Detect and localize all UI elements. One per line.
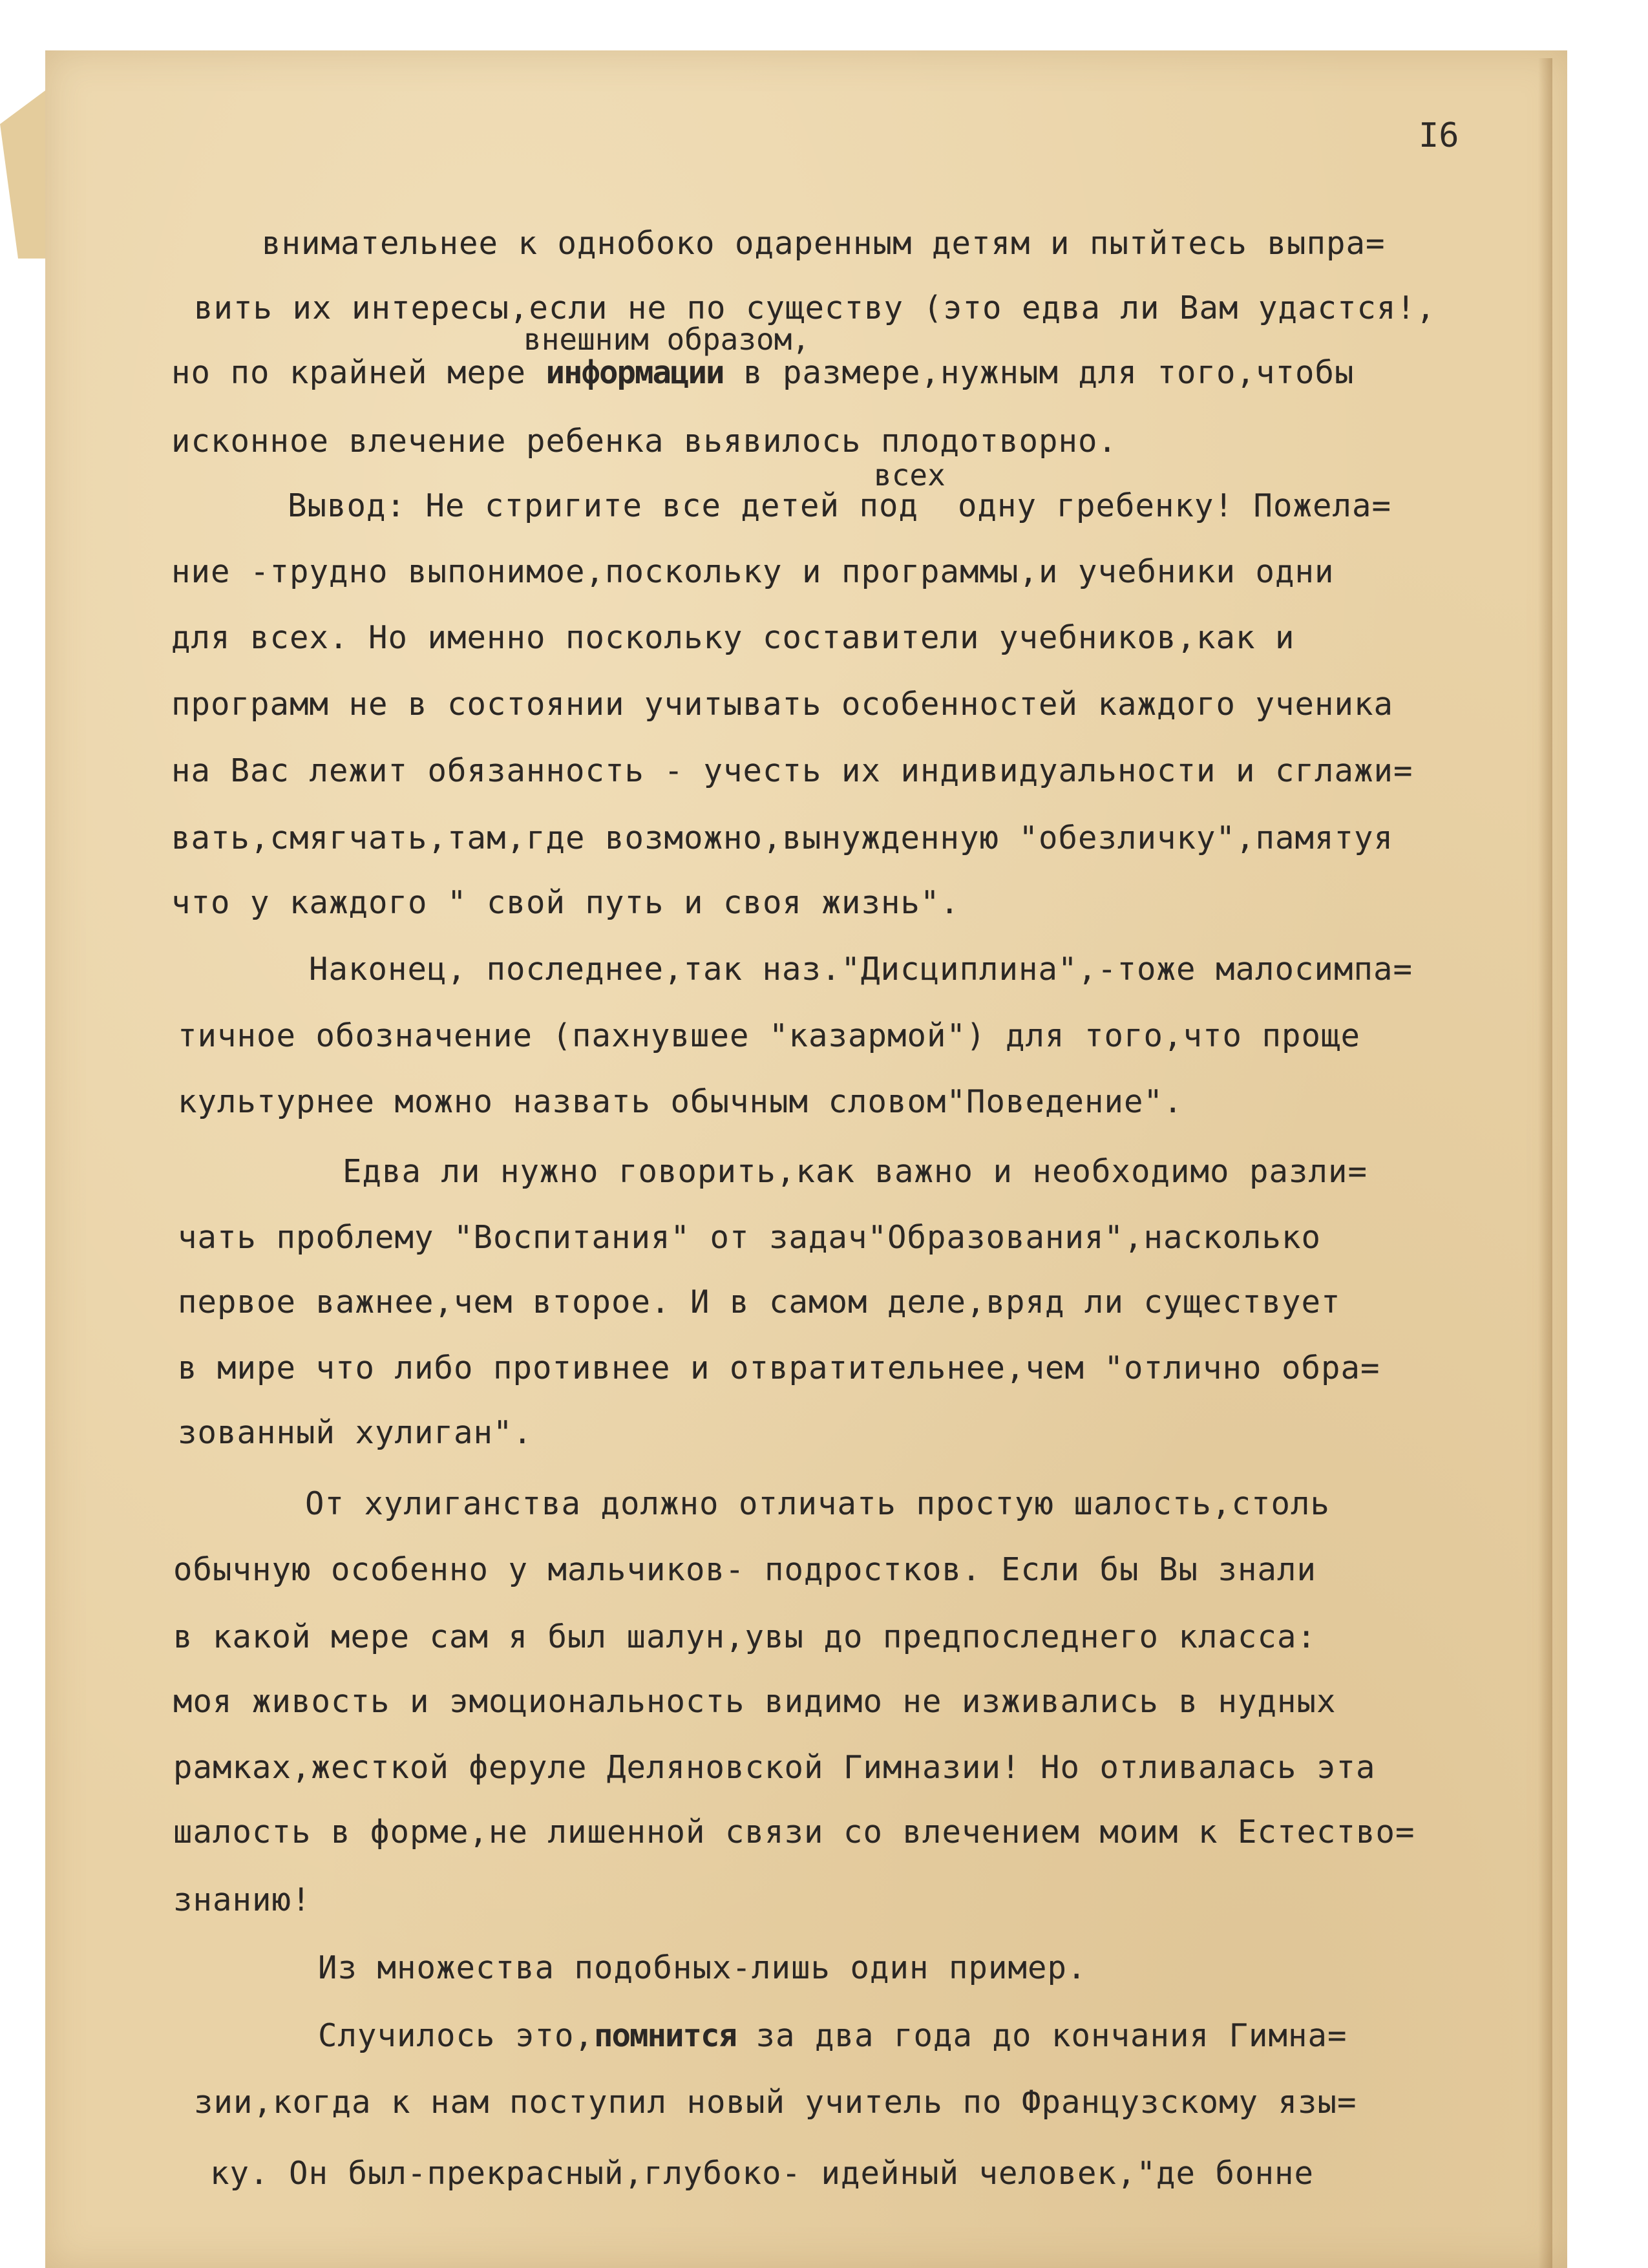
text-line-8: программ не в состоянии учитывать особенностей каждого ученика: [171, 686, 1394, 723]
text-line-26: знанию!: [173, 1881, 312, 1918]
text-line-22: в какой мере сам я был шалун,увы до предпоследнего класса:: [173, 1618, 1317, 1655]
text-line-28-after: за два года до кончания Гимна=: [736, 2017, 1347, 2054]
text-line-1: внимательнее к однобоко одаренным детям и пытйтесь выпра=: [262, 225, 1386, 262]
text-line-23: моя живость и эмоциональность видимо не изживались в нудных: [173, 1683, 1336, 1720]
text-line-9: на Вас лежит обязанность - учесть их индивидуальности и сглажи=: [171, 752, 1413, 789]
text-line-25: шалость в форме,не лишенной связи со влечением моим к Естество=: [173, 1814, 1415, 1850]
handwritten-insert-vneshnim: внешним образом,: [523, 322, 810, 357]
text-line-28-before: Случилось это,: [318, 2017, 595, 2054]
text-line-21: обычную особенно у мальчиков- подростков. Если бы Вы знали: [173, 1551, 1317, 1588]
text-line-12: Наконец, последнее,так наз."Дисциплина",-тоже малосимпа=: [309, 951, 1413, 988]
folded-corner: [0, 90, 45, 259]
text-line-3-before: но по крайней мере: [171, 354, 546, 391]
text-line-27: Из множества подобных-лишь один пример.: [318, 1949, 1087, 1986]
struck-out-word-2: помнится: [594, 2017, 737, 2054]
text-line-11: что у каждого " свой путь и своя жизнь".: [171, 884, 960, 921]
text-line-7: для всех. Но именно поскольку составители учебников,как и: [171, 619, 1295, 656]
text-line-14: культурнее можно назвать обычным словом"Поведение".: [178, 1083, 1183, 1120]
page-edge-shadow: [1538, 58, 1552, 2268]
text-line-4: исконное влечение ребенка вьявилось плодотворно.: [171, 423, 1118, 460]
text-line-30: ку. Он был-прекрасный,глубоко- идейный человек,"де бонне: [210, 2155, 1315, 2192]
text-line-6: ние -трудно выпонимое,поскольку и программы,и учебники одни: [171, 553, 1335, 590]
text-line-3: [171, 354, 1355, 391]
text-line-29: зии,когда к нам поступил новый учитель по Французскому язы=: [194, 2084, 1357, 2121]
page-number: I6: [1419, 116, 1459, 155]
text-line-17: первое важнее,чем второе. И в самом деле,вряд ли существует: [178, 1284, 1341, 1320]
text-line-13: тичное обозначение (пахнувшее "казармой") для того,что проще: [178, 1017, 1361, 1054]
text-line-18: в мире что либо противнее и отвратительнее,чем "отлично обра=: [178, 1350, 1380, 1386]
text-line-5: Вывод: Не стригите все детей под одну гребенку! Пожела=: [288, 487, 1392, 524]
handwritten-insert-vsekh: всех: [874, 458, 945, 493]
text-line-2: вить их интересы,если не по существу (это едва ли Вам удастся!,: [194, 290, 1436, 326]
text-line-19: зованный хулиган".: [178, 1414, 533, 1451]
text-line-28: [318, 2017, 1347, 2054]
text-line-20: От хулиганства должно отличать простую шалость,столь: [305, 1485, 1331, 1522]
text-line-3-after: в размере,нужным для того,чтобы: [723, 354, 1355, 391]
text-line-24: рамках,жесткой феруле Деляновской Гимназии! Но отливалась эта: [173, 1749, 1376, 1786]
text-line-16: чать проблему "Воспитания" от задач"Образования",насколько: [178, 1219, 1322, 1256]
text-line-10: вать,смягчать,там,где возможно,вынужденную "обезличку",памятуя: [171, 820, 1394, 856]
struck-out-word: информации: [545, 354, 724, 391]
text-line-15: Едва ли нужно говорить,как важно и необходимо разли=: [343, 1153, 1368, 1190]
